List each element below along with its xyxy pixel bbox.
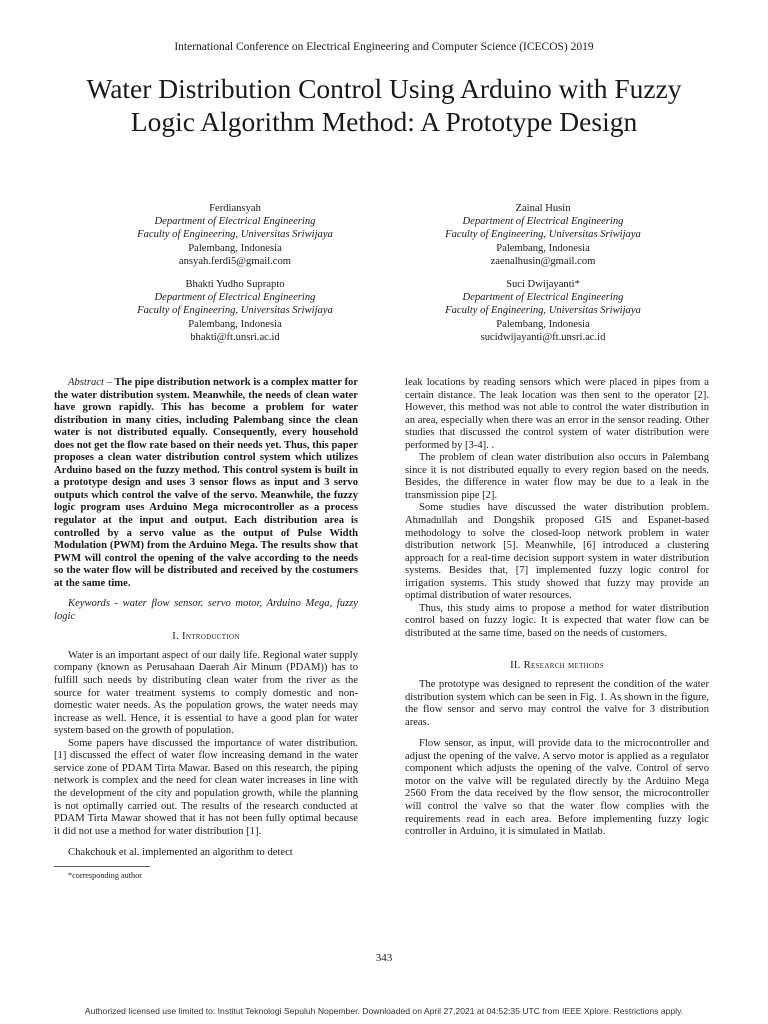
author-location: Palembang, Indonesia [188,318,282,330]
author-department: Department of Electrical Engineering [154,292,316,304]
license-notice: Authorized licensed use limited to: Institut Teknologi Sepuluh Nopember. Downloaded on April 27,2021 at 04:52:35 UTC from IEEE Xplore. Restrictions apply. [84,1006,684,1016]
section-number: II. [510,660,521,672]
abstract [54,377,358,590]
author-location: Palembang, Indonesia [496,318,590,330]
author-email: ansyah.ferdi5@gmail.com [178,255,292,267]
paragraph: Thus, this study aims to propose a method for water distribution control based on fuzzy logic. It is expected that water flow can be distributed at the same time, based on the needs of customers. [405,602,709,639]
author-department: Department of Electrical Engineering [154,216,316,228]
author-email: sucidwijayanti@ft.unsri.ac.id [480,331,606,343]
right-column [405,377,709,839]
paragraph: Some papers have discussed the importance of water distribution. [1] discussed the effect of water flow increasing demand in the water service zone of PDAM Tirta Mawar. Based on this research, the piping network is complex and the need for clean water increases in line with the development of the city and population growth, while the planning is not optimally carried out. The results of the research conducted at PDAM Tirta Mawar showed that it has not been fully optimal because it did not use a method for water distribution [1]. [54,737,358,837]
section-title: Introduction [182,631,240,643]
conference-header: International Conference on Electrical Engineering and Computer Science (ICECOS) 2019 [174,41,594,53]
author-name: Zainal Husin [515,203,571,214]
author-faculty: Faculty of Engineering, Universitas Sriwijaya [445,305,641,317]
author-block-2 [393,202,693,268]
section-number: I. [172,631,180,643]
author-department: Department of Electrical Engineering [462,292,624,304]
paragraph: Some studies have discussed the water distribution problem. Ahmadullah and Dongshik proposed GIS and Espanet-based methodology to solve the closed-loop network problem in water distribution network [5]. Meanwhile, [6] introduced a clustering approach for a real-time decision support system in water distribution systems. Besides that, [7] implemented fuzzy logic control for irrigation systems. This study showed that fuzzy may provide an optimal distribution of water resources. [405,502,709,602]
abstract-body: The pipe distribution network is a complex matter for the water distribution system. Meanwhile, the needs of clean water have grown rapidly. This has become a problem for water distribution in many cities, including Palembang since the clean water is not distributed equally. Consequently, every household does not get the flow rate based on their needs yet. Thus, this paper proposes a clean water distribution control system which utilizes Arduino based on the fuzzy method. This control system is built in a prototype design and uses 3 sensor flows as input and 3 servo outputs which control the valve of the servo. Meanwhile, the fuzzy logic program uses Arduino Mega microcontroller as a process regulator at the input and output. Each distribution area is controlled by a servo value as the output of Pulse Width Modulation (PWM) from the Arduino Mega. The results show that PWM will control the opening of the valve according to the needs so the water flow will be distributed and received by the costumers at the same time. [54,377,358,589]
paragraph: The problem of clean water distribution also occurs in Palembang since it is not distributed equally to every region based on the needs. Besides, the difference in water flow may be due to a leak in the transmission pipe [2]. [405,452,709,501]
page-number: 343 [375,952,393,964]
author-name: Ferdiansyah [209,203,261,214]
paragraph: Chakchouk et al. implemented an algorithm to detect [68,847,293,859]
author-email: bhakti@ft.unsri.ac.id [190,331,280,343]
paper-title: Water Distribution Control Using Arduino with Fuzzy Logic Algorithm Method: A Prototype Design [86,73,682,137]
abstract-lead: Abstract – [68,377,112,388]
author-faculty: Faculty of Engineering, Universitas Sriwijaya [445,229,641,241]
section-title: Research methods [523,660,604,672]
footnote: *corresponding author [68,870,142,880]
author-name: Suci Dwijayanti* [506,279,580,290]
author-block-1 [85,202,385,268]
paragraph: Flow sensor, as input, will provide data to the microcontroller and adjust the opening of the valve. A servo motor is applied as a regulator component which adjusts the opening of the valve. Control of servo motor on the valve will be regulated directly by the Arduino Mega 2560 From the data received by the flow sensor, the microcontroller will control the valve so that the water flow complies with the requirements read in each area. Before implementing fuzzy logic controller in Arduino, it is simulated in Matlab. [405,738,709,838]
section-heading-introduction [54,631,358,644]
paragraph: The prototype was designed to represent the condition of the water distribution system which can be seen in Fig. 1. As shown in the figure, the flow sensor and servo may control the valve for 3 distribution areas. [405,679,709,728]
author-email: zaenalhusin@gmail.com [490,255,596,267]
keywords: Keywords - water flow sensor. servo motor, Arduino Mega, fuzzy logic [54,598,358,622]
paragraph: leak locations by reading sensors which were placed in pipes from a certain distance. The leak location was then sent to the operator [2]. However, this method was not able to control the water distribution in an area, especially when there was an error in the sensor reading. Other studies that discussed the control system of water distribution were performed by [3-4]. . [405,377,709,451]
author-faculty: Faculty of Engineering, Universitas Sriwijaya [137,305,333,317]
left-column [54,377,358,882]
author-location: Palembang, Indonesia [496,242,590,254]
author-department: Department of Electrical Engineering [462,216,624,228]
author-block-3 [85,278,385,344]
author-name: Bhakti Yudho Suprapto [185,279,285,290]
paragraph: Water is an important aspect of our daily life. Regional water supply company (known as Perusahaan Daerah Air Minum (PDAM)) has to fulfill such needs by distributing clean water from the river as the source for water treatment systems to comply domestic and non-domestic water needs. As the population grows, the water needs may increase as well. Hence, it is essential to have a good plan for water system based on the growth of population. [54,649,358,737]
author-faculty: Faculty of Engineering, Universitas Sriwijaya [137,229,333,241]
author-block-4 [393,278,693,344]
section-heading-research-methods [405,660,709,673]
author-location: Palembang, Indonesia [188,242,282,254]
footnote-divider [54,866,150,867]
